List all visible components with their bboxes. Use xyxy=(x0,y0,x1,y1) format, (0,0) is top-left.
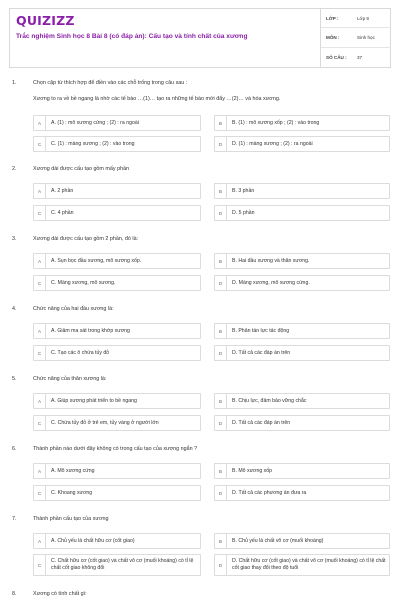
option-d[interactable] xyxy=(214,345,390,361)
option-text: C. (1) : màng xương ; (2) : vào trong xyxy=(51,140,135,147)
option-letter: A xyxy=(34,534,46,548)
option-text: B. Hai đầu xương và thân xương. xyxy=(232,257,310,264)
meta-table xyxy=(320,9,391,67)
option-text: C. Màng xương, mô xương. xyxy=(51,279,116,286)
option-d[interactable] xyxy=(214,136,390,152)
option-text: C. Chứa tủy đỏ ở trẻ em, tủy vàng ở người lớn xyxy=(51,419,159,426)
option-c[interactable] xyxy=(33,415,201,431)
option-text: B. 3 phần xyxy=(232,187,255,194)
option-letter: C xyxy=(34,416,46,430)
option-letter: D xyxy=(215,486,227,500)
option-letter: D xyxy=(215,137,227,151)
option-c[interactable] xyxy=(33,554,201,576)
option-text: A. Chủ yếu là chất hữu cơ (cốt giao) xyxy=(51,537,135,544)
option-letter: D xyxy=(215,276,227,290)
question-text: Chức năng của hai đầu xương là: xyxy=(33,306,114,312)
option-text: B. Chịu lực, đảm bảo vững chắc xyxy=(232,397,307,404)
option-letter: A xyxy=(34,394,46,408)
option-d[interactable] xyxy=(214,415,390,431)
question-text: Chức năng của thân xương là: xyxy=(33,376,107,382)
option-a[interactable] xyxy=(33,183,201,199)
option-letter: C xyxy=(34,346,46,360)
option-letter: D xyxy=(215,346,227,360)
meta-row-grade xyxy=(321,9,391,28)
option-text: B. (1) : mô xương xốp ; (2) : vào trong xyxy=(232,119,320,126)
option-a[interactable] xyxy=(33,533,201,549)
option-letter: A xyxy=(34,324,46,338)
option-text: B. Phân tán lực tác động xyxy=(232,327,290,334)
option-letter: A xyxy=(34,184,46,198)
option-text: D. Chất hữu cơ (cốt giao) và chất vô cơ (muối khoáng) có tỉ lệ chất cốt giao thay đổi theo độ tuổi xyxy=(232,558,386,571)
option-letter: A xyxy=(34,116,46,130)
option-b[interactable] xyxy=(214,463,390,479)
question-text: Xương có tính chất gì: xyxy=(33,591,87,597)
option-text: A. 2 phần xyxy=(51,187,74,194)
option-d[interactable] xyxy=(214,275,390,291)
meta-key: SỐ CÂU : xyxy=(326,54,347,60)
option-d[interactable] xyxy=(214,205,390,221)
question-number: 1. xyxy=(12,80,17,86)
option-b[interactable] xyxy=(214,393,390,409)
option-letter: B xyxy=(215,254,227,268)
option-text: D. Tất cả các phương án đưa ra xyxy=(232,489,307,496)
option-d[interactable] xyxy=(214,554,390,576)
option-letter: B xyxy=(215,324,227,338)
meta-key: LỚP : xyxy=(326,15,339,21)
option-letter: C xyxy=(34,276,46,290)
option-a[interactable] xyxy=(33,115,201,131)
option-text: C. Tạo các ô chứa tủy đỏ xyxy=(51,349,110,356)
option-letter: A xyxy=(34,464,46,478)
option-text: C. Khoang xương xyxy=(51,489,93,496)
question-text: Xương dài được cấu tạo gồm mấy phần xyxy=(33,166,130,172)
question-number: 8. xyxy=(12,591,17,597)
option-text: C. Chất hữu cơ (cốt giao) và chất vô cơ (muối khoáng) có tỉ lệ chất cốt giao không đổi xyxy=(51,558,194,571)
option-text: D. Tất cả các đáp án trên xyxy=(232,419,291,426)
option-letter: D xyxy=(215,206,227,220)
question-number: 6. xyxy=(12,446,17,452)
worksheet-header xyxy=(9,8,391,68)
option-b[interactable] xyxy=(214,533,390,549)
option-letter: C xyxy=(34,486,46,500)
option-c[interactable] xyxy=(33,205,201,221)
question-subtext: Xương to ra về bề ngang là nhờ các tế bào …(1)… tạo ra những tế bào mới đẩy …(2)… và hóa xương. xyxy=(33,96,281,102)
option-text: A. Mô xương cứng xyxy=(51,467,95,474)
option-letter: D xyxy=(215,416,227,430)
option-text: C. 4 phần xyxy=(51,209,74,216)
question-number: 2. xyxy=(12,166,17,172)
option-a[interactable] xyxy=(33,323,201,339)
option-letter: B xyxy=(215,394,227,408)
option-c[interactable] xyxy=(33,345,201,361)
option-a[interactable] xyxy=(33,463,201,479)
question-text: Chọn cặp từ thích hợp để điền vào các chỗ trống trong câu sau : xyxy=(33,80,188,86)
option-b[interactable] xyxy=(214,115,390,131)
meta-row-count xyxy=(321,48,391,67)
option-letter: C xyxy=(34,137,46,151)
option-letter: C xyxy=(34,206,46,220)
option-letter: B xyxy=(215,116,227,130)
option-b[interactable] xyxy=(214,253,390,269)
option-text: D. (1) : màng xương ; (2) : ra ngoài xyxy=(232,140,313,147)
meta-value: 37 xyxy=(357,54,363,60)
option-text: A. Sụn bọc đầu xương, mô xương xốp. xyxy=(51,257,142,264)
question-number: 5. xyxy=(12,376,17,382)
option-text: D. Tất cả các đáp án trên xyxy=(232,349,291,356)
option-a[interactable] xyxy=(33,393,201,409)
option-text: A. Giảm ma sát trong khớp xương xyxy=(51,327,130,334)
option-a[interactable] xyxy=(33,253,201,269)
option-letter: D xyxy=(215,555,227,575)
question-number: 3. xyxy=(12,236,17,242)
option-letter: A xyxy=(34,254,46,268)
question-text: Thành phần nào dưới đây không có trong cấu tạo của xương ngắn ? xyxy=(33,446,198,452)
option-c[interactable] xyxy=(33,136,201,152)
option-letter: B xyxy=(215,534,227,548)
quizizz-logo: QUIZIZZ xyxy=(16,13,75,28)
meta-row-subject xyxy=(321,28,391,47)
option-letter: B xyxy=(215,464,227,478)
option-text: A. Giúp xương phát triển to bề ngang xyxy=(51,397,137,404)
option-text: B. Mô xương xốp xyxy=(232,467,273,474)
option-c[interactable] xyxy=(33,485,201,501)
option-text: A. (1) : mô xương cứng ; (2) : ra ngoài xyxy=(51,119,139,126)
worksheet-title: Trắc nghiệm Sinh học 8 Bài 8 (có đáp án): Cấu tạo và tính chất của xương xyxy=(16,33,248,40)
option-letter: B xyxy=(215,184,227,198)
option-text: D. Màng xương, mô xương cứng. xyxy=(232,279,310,286)
option-letter: C xyxy=(34,555,46,575)
option-c[interactable] xyxy=(33,275,201,291)
meta-value: Sinh học xyxy=(357,34,375,40)
question-text: Thành phần cấu tạo của xương xyxy=(33,516,109,522)
option-b[interactable] xyxy=(214,183,390,199)
question-number: 4. xyxy=(12,306,17,312)
question-text: Xương dài được cấu tạo gồm 2 phần, đó là: xyxy=(33,236,139,242)
option-text: D. 5 phần xyxy=(232,209,255,216)
option-text: B. Chủ yếu là chất vô cơ (muối khoáng) xyxy=(232,537,324,544)
option-b[interactable] xyxy=(214,323,390,339)
option-d[interactable] xyxy=(214,485,390,501)
meta-key: MÔN : xyxy=(326,34,340,40)
meta-value: Lớp 8 xyxy=(357,15,369,21)
question-number: 7. xyxy=(12,516,17,522)
